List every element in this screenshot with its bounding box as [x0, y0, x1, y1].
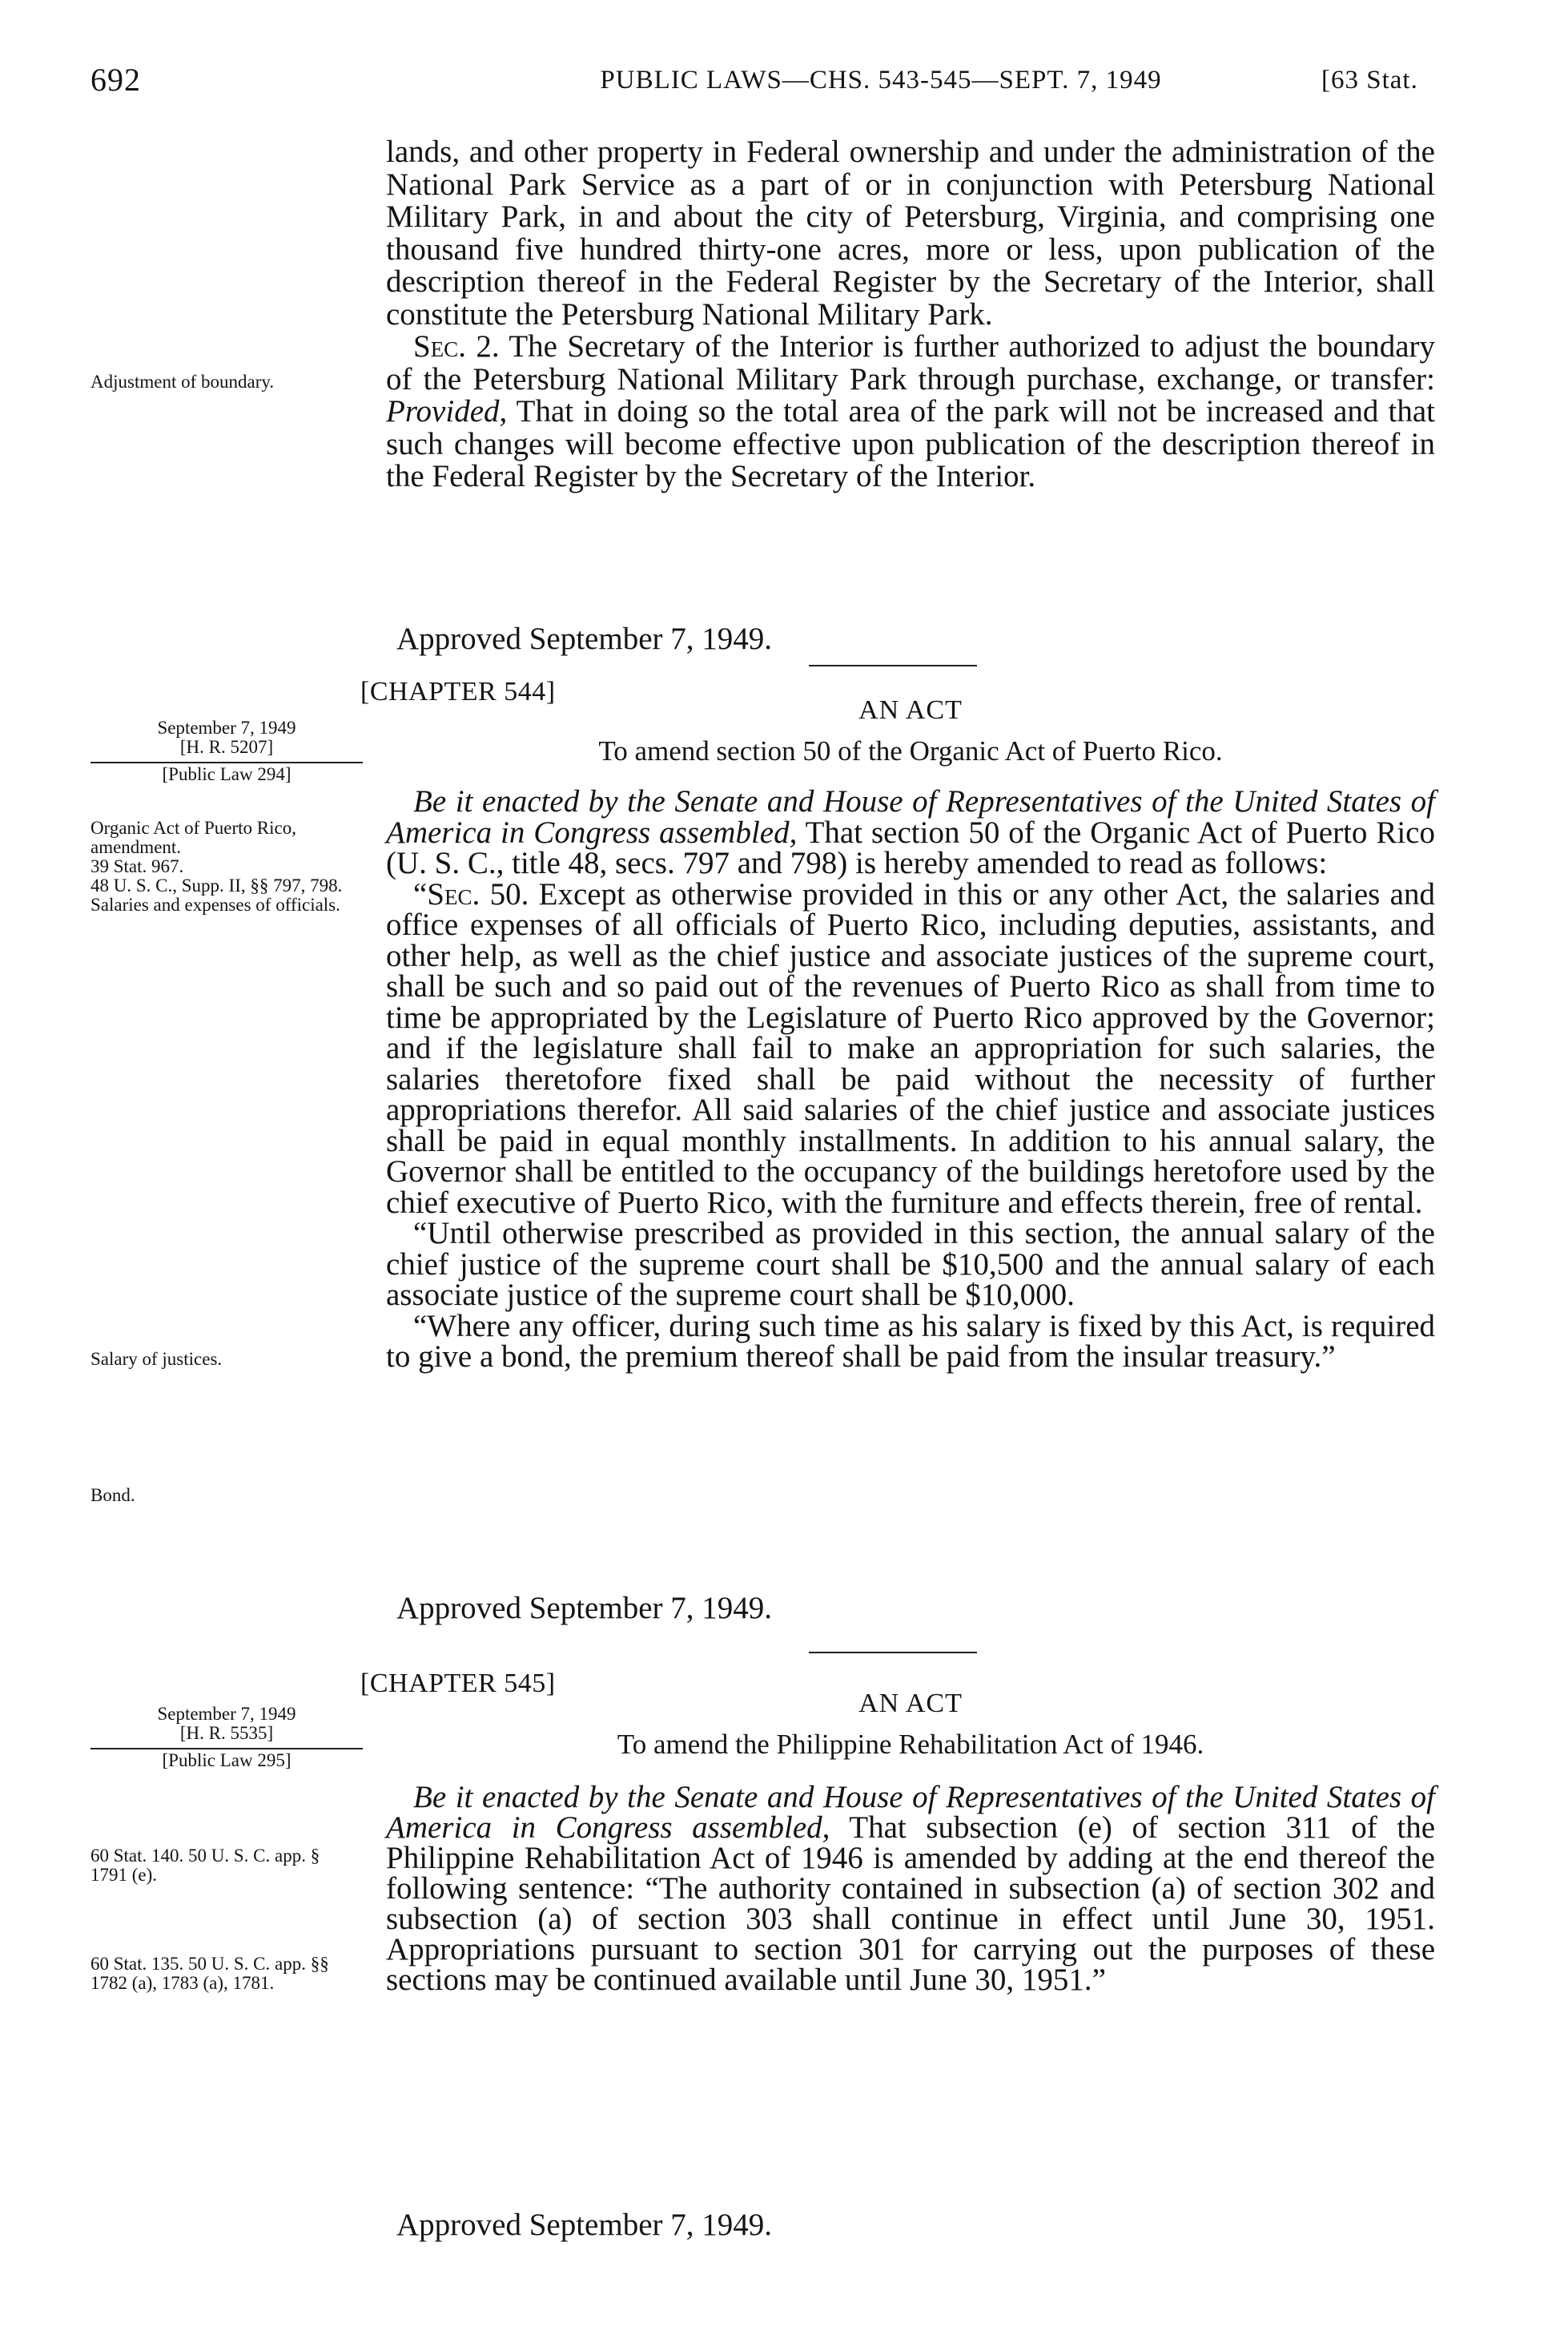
ch543-continuation — [386, 136, 1435, 493]
ch544-sec50-text: Except as otherwise provided in this or any other Act, the salaries and office expenses of all officials of Puerto Rico, including deputies, assistants, and other help, as well as the chief justice and associate justices of the supreme court, shall be such and so paid out of the revenues of Puerto Rico as shall from time to time be appropriated by the Legislature of Puerto Rico approved by the Governor; and if the legislature shall fail to make an appropriation for such salaries, the salaries theretofore fixed shall be paid without the necessity of further appropriations therefor. All said salaries of the chief justice and associate justices shall be paid in equal monthly installments. In addition to his annual salary, the Governor shall be entitled to the occupancy of the buildings heretofore used by the chief executive of Puerto Rico, with the furniture and effects therein, free of rental. — [386, 876, 1435, 1220]
running-title: PUBLIC LAWS—CHS. 543-545—SEPT. 7, 1949 — [600, 66, 1162, 95]
ch545-purpose: To amend the Philippine Rehabilitation Act of 1946. — [617, 1729, 1204, 1760]
ch544-margin-ref2: 48 U. S. C., Supp. II, §§ 797, 798. — [90, 876, 343, 896]
ch544-chapter-heading: [CHAPTER 544] — [360, 677, 556, 707]
ch544-an-act: AN ACT — [858, 695, 963, 725]
ch544-margin-bond: Bond. — [90, 1485, 135, 1505]
ch543-sec2-provided: Provided, — [386, 394, 508, 429]
ch544-enacting-clause: Be it enacted by the Senate and House of Representatives of the United States of America in Congress assembled, — [386, 784, 1435, 850]
ch545-margin-bill: [H. R. 5535] — [179, 1723, 274, 1743]
ch544-margin-topic-text: Organic Act of Puerto Rico, amendment. — [90, 818, 296, 857]
ch545-margin-ref2: 60 Stat. 135. 50 U. S. C. app. §§ 1782 (a), 1783 (a), 1781. — [90, 1954, 329, 1993]
ch544-margin-public-law: [Public Law 294] — [90, 762, 363, 784]
ch544-margin-date: September 7, 1949 — [157, 718, 296, 738]
ch544-margin-ref1: 39 Stat. 967. — [90, 856, 184, 876]
ch543-section2 — [386, 331, 1435, 493]
ch543-sec2-text-before: The Secretary of the Interior is further authorized to adjust the boundary of the Petersburg National Military Park through purchase, exchange, or transfer: — [386, 329, 1435, 397]
volume-reference: [63 Stat. — [1321, 66, 1418, 95]
ch544-enacting-rest: That section 50 of the Organic Act of Puerto Rico (U. S. C., title 48, secs. 797 and 798) is hereby amended to read as follows: — [386, 815, 1435, 880]
ch545-margin-public-law: [Public Law 295] — [90, 1748, 363, 1770]
ch545-chapter-heading: [CHAPTER 545] — [360, 1669, 556, 1698]
page-number: 692 — [90, 62, 141, 98]
ch545-body — [386, 1782, 1435, 1995]
ch545-margin-bill-info — [90, 1705, 363, 1770]
ch545-approved: Approved September 7, 1949. — [396, 2208, 772, 2242]
ch544-section50 — [386, 876, 1435, 1220]
ch544-bond-paragraph: “Where any officer, during such time as his salary is fixed by this Act, is required to give a bond, the premium thereof shall be paid from the insular treasury.” — [386, 1308, 1435, 1374]
ch544-purpose: To amend section 50 of the Organic Act of Puerto Rico. — [598, 735, 1223, 767]
section-divider-545 — [809, 1652, 977, 1653]
ch545-enacting-rest: That subsection (e) of section 311 of the Philippine Rehabilitation Act of 1946 is amended by adding at the end thereof the following sentence: “The authority contained in subsection (a) of section 302 and subsection (a) of section 303 shall continue in effect until June 30, 1951. Appropriations pursuant to section 301 for carrying out the purposes of these sections may be continued available until June 30, 1951.” — [386, 1810, 1436, 1997]
ch543-section1-tail: lands, and other property in Federal ownership and under the administration of the National Park Service as a part of or in conjunction with Petersburg National Military Park, in and about the city of Petersburg, Virginia, and comprising one thousand five hundred thirty-one acres, more or less, upon publication of the description thereof in the Federal Register by the Secretary of the Interior, shall constitute the Petersburg National Military Park. — [386, 135, 1435, 332]
ch545-enacting-clause: Be it enacted by the Senate and House of Representatives of the United States of America in Congress assembled, — [386, 1780, 1435, 1845]
ch544-enacting-paragraph — [386, 784, 1435, 880]
section-divider-544 — [809, 665, 977, 666]
ch543-sec2-label: Sec. 2. — [413, 329, 500, 364]
ch545-an-act: AN ACT — [858, 1689, 963, 1718]
ch545-margin-ref1: 60 Stat. 140. 50 U. S. C. app. § 1791 (e). — [90, 1846, 320, 1885]
ch543-sec2-text-after: That in doing so the total area of the park will not be increased and that such changes will become effective upon publication of the description thereof in the Federal Register by the Secretary of the Interior. — [386, 394, 1435, 493]
ch544-margin-salary-of-justices: Salary of justices. — [90, 1349, 223, 1369]
ch545-enacting-paragraph — [386, 1782, 1435, 1995]
ch544-body — [386, 784, 1435, 1374]
margin-note-adjustment-of-boundary: Adjustment of boundary. — [90, 372, 275, 392]
ch544-salary-paragraph: “Until otherwise prescribed as provided in this section, the annual salary of the chief justice of the supreme court shall be $10,500 and the annual salary of each associate justice of the supreme court shall be $10,000. — [386, 1216, 1435, 1312]
ch544-margin-topic — [90, 819, 351, 915]
ch543-approved: Approved September 7, 1949. — [396, 622, 772, 656]
ch545-margin-date: September 7, 1949 — [157, 1704, 296, 1724]
ch544-margin-salaries: Salaries and expenses of officials. — [90, 895, 340, 915]
ch544-sec50-label: “Sec. 50. — [413, 876, 529, 912]
ch544-margin-bill: [H. R. 5207] — [179, 737, 274, 757]
ch544-approved: Approved September 7, 1949. — [396, 1591, 772, 1625]
ch544-margin-bill-info — [90, 719, 363, 784]
